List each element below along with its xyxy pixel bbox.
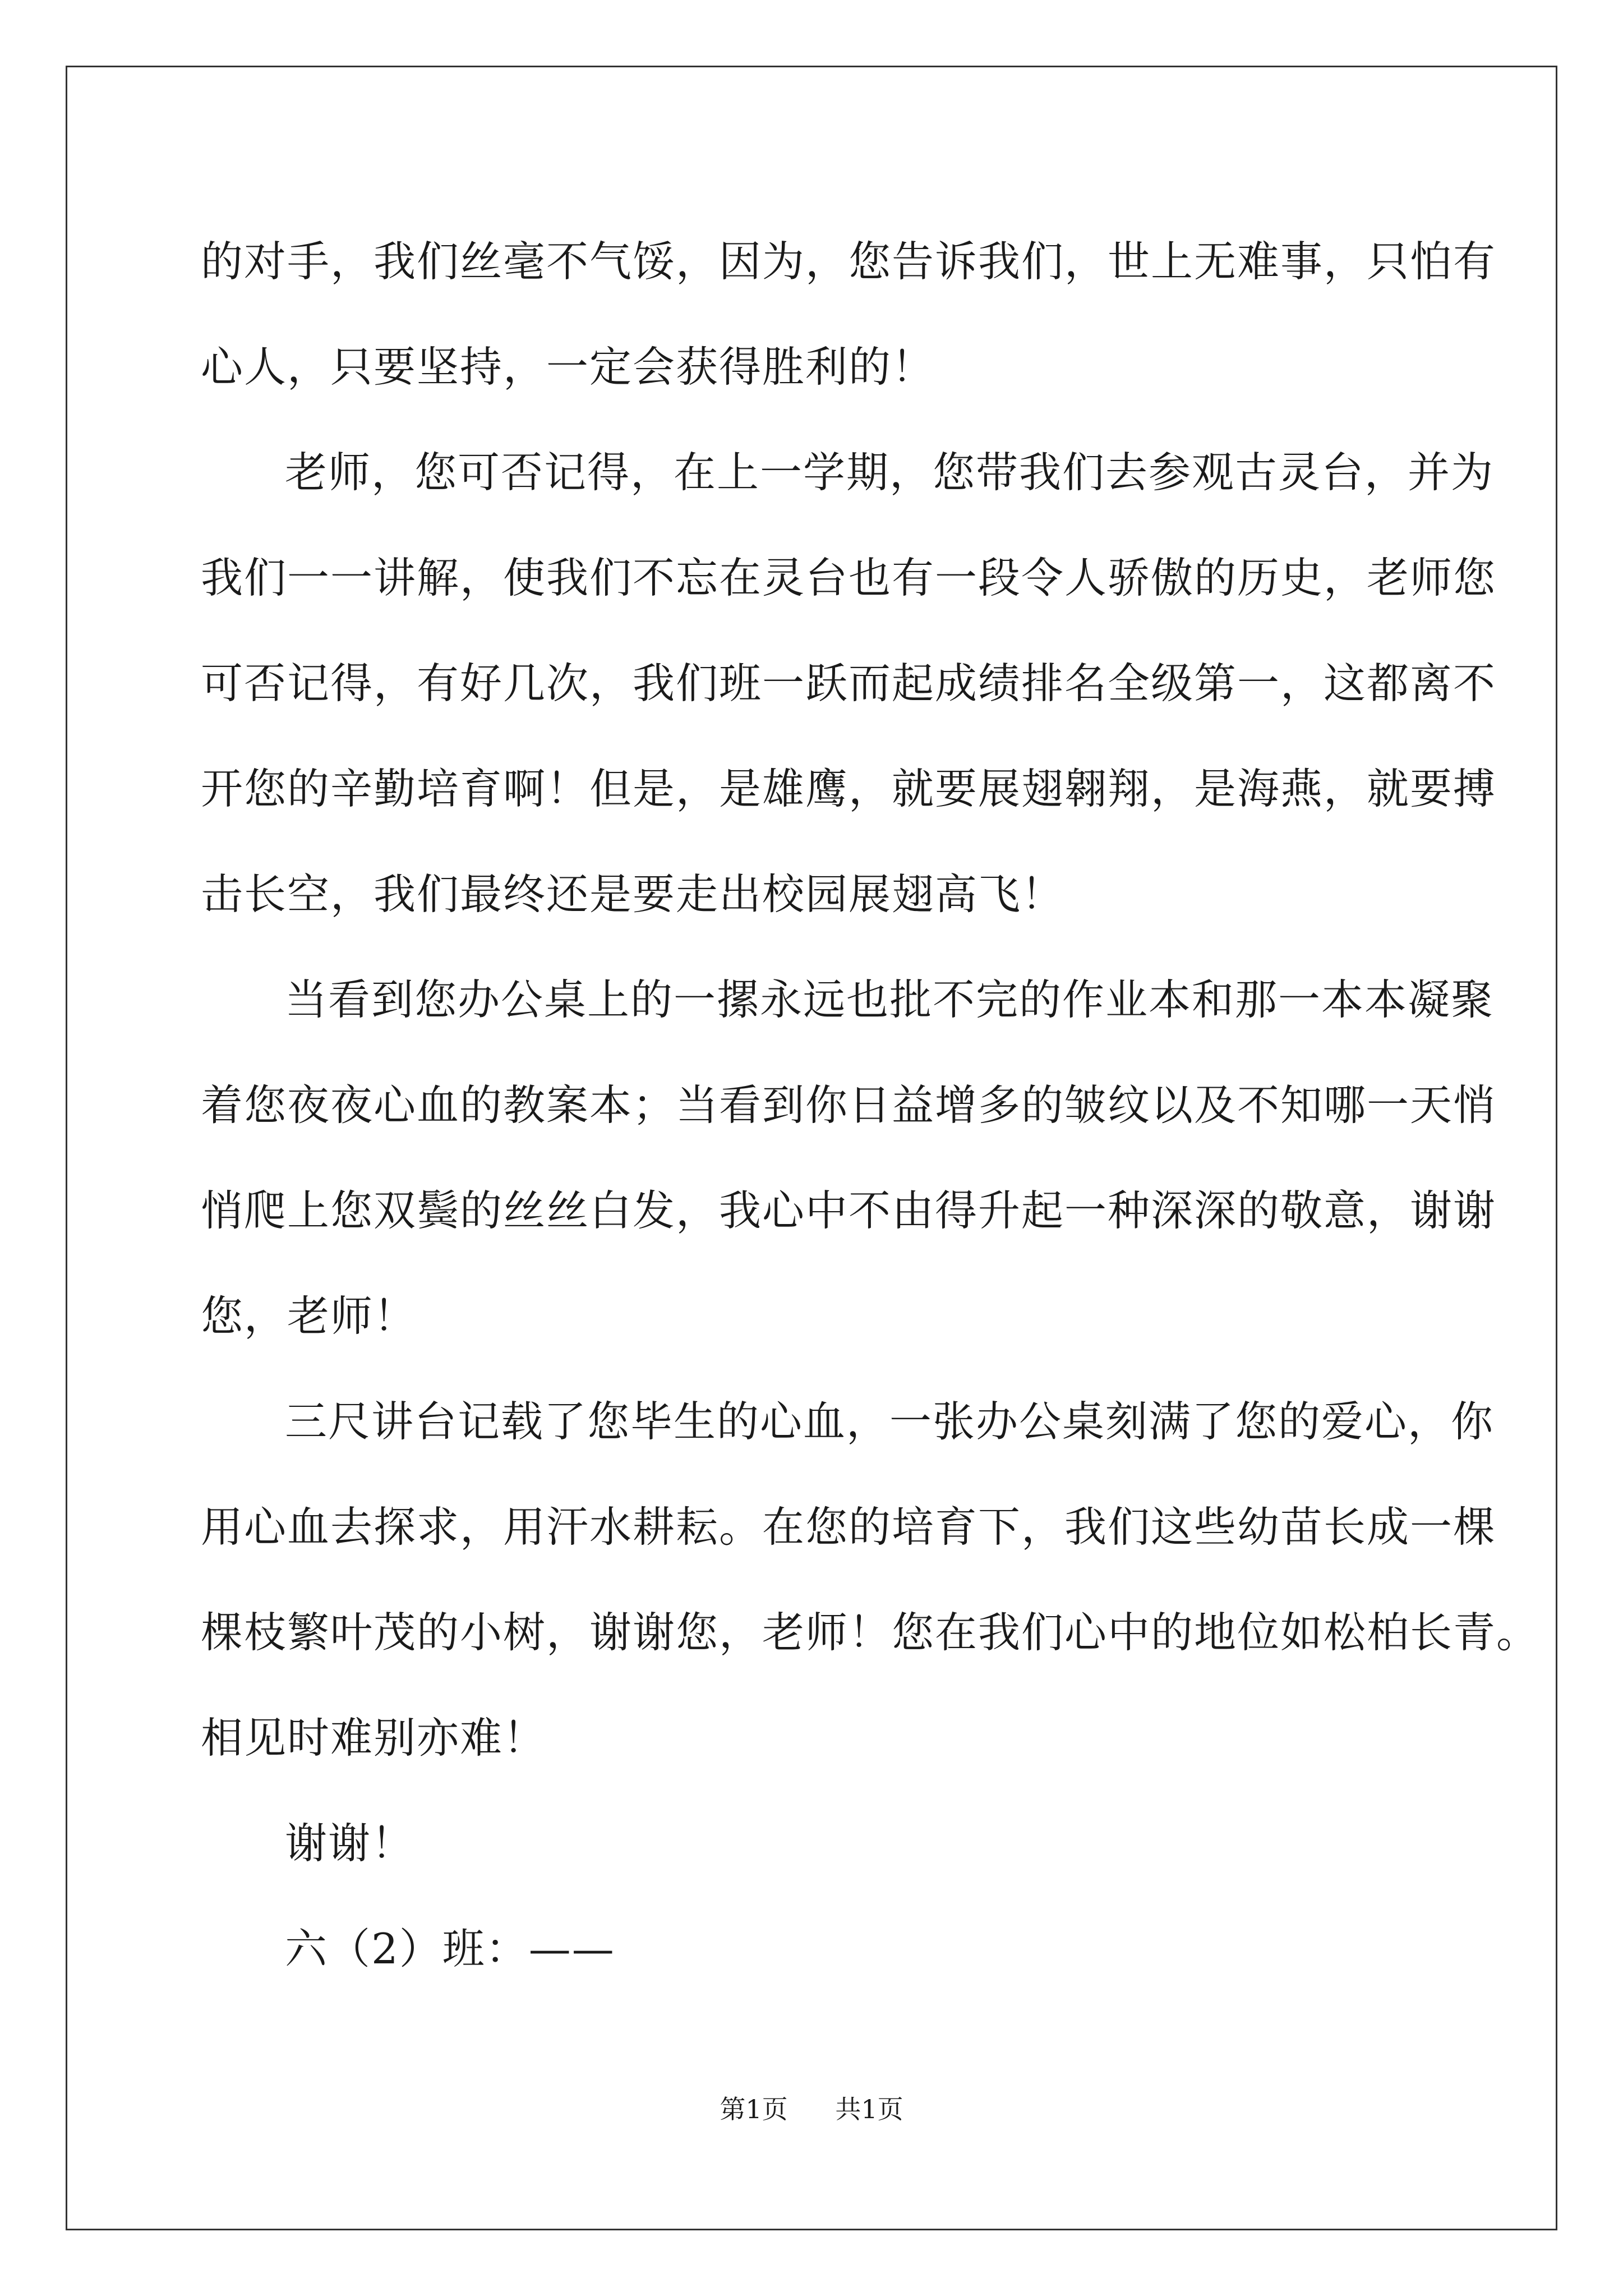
closing-thanks: 谢谢！ [285,1819,415,1868]
paragraph-start-line: 老师，您可否记得，在上一学期，您带我们去参观古灵台，并为 [285,448,1495,497]
text-line: 开您的辛勤培育啊！但是，是雄鹰，就要展翅翱翔，是海燕，就要搏 [201,764,1497,813]
text-line: 的对手，我们丝毫不气馁，因为，您告诉我们，世上无难事，只怕有 [201,237,1497,286]
signature-line: 六（2）班：—— [285,1924,615,1973]
text-line: 您，老师！ [201,1291,417,1341]
page-footer [0,2092,1623,2126]
text-line: 击长空，我们最终还是要走出校园展翅高飞！ [201,869,1065,919]
text-line: 相见时难别亦难！ [201,1713,547,1763]
document-body [201,209,1540,2001]
paragraph-start-line: 三尺讲台记载了您毕生的心血，一张办公桌刻满了您的爱心，你 [285,1397,1495,1446]
paragraph-start-line: 当看到您办公桌上的一摞永远也批不完的作业本和那一本本凝聚 [285,975,1495,1024]
text-line: 可否记得，有好几次，我们班一跃而起成绩排名全级第一，这都离不 [201,659,1497,708]
text-line: 用心血去探求，用汗水耕耘。在您的培育下，我们这些幼苗长成一棵 [201,1502,1497,1552]
page-total: 共1页 [835,2094,903,2124]
text-line: 着您夜夜心血的教案本；当看到你日益增多的皱纹以及不知哪一天悄 [201,1080,1497,1130]
page-number: 第1页 [720,2094,788,2124]
text-line: 我们一一讲解，使我们不忘在灵台也有一段令人骄傲的历史，老师您 [201,553,1497,602]
text-line: 心人，只要坚持，一定会获得胜利的！ [201,342,935,392]
text-line: 棵枝繁叶茂的小树，谢谢您，老师！您在我们心中的地位如松柏长青。 [201,1608,1540,1657]
text-line: 悄爬上您双鬓的丝丝白发，我心中不由得升起一种深深的敬意，谢谢 [201,1186,1497,1235]
